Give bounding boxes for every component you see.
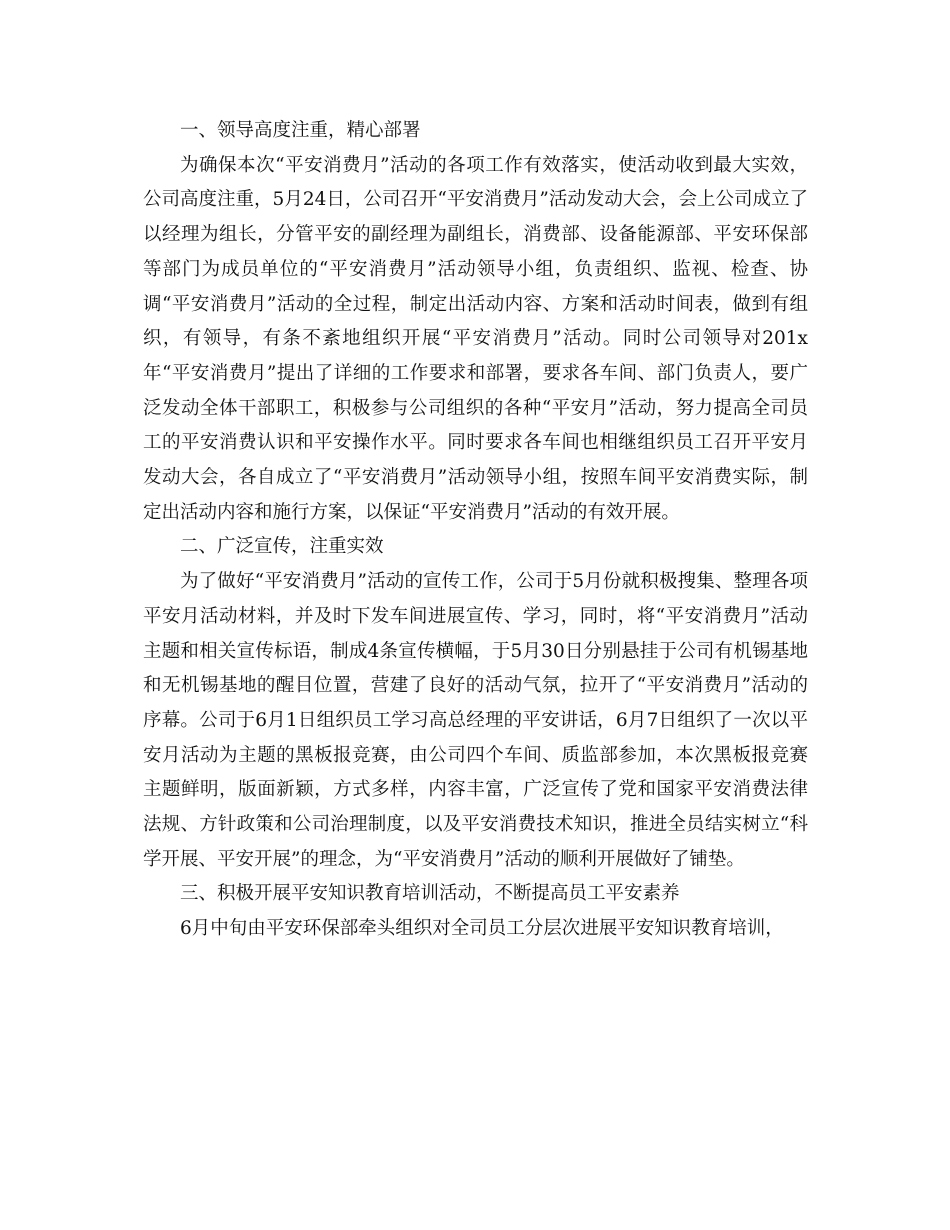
section-heading-1: 一、领导高度注重，精心部署 bbox=[180, 120, 421, 141]
section-heading-3: 三、积极开展平安知识教育培训活动，不断提高员工平安素养 bbox=[180, 883, 680, 905]
document-body bbox=[143, 114, 808, 947]
section-paragraph-1: 为确保本次“平安消费月”活动的各项工作有效落实，使活动收到最大实效，公司高度注重，5月24日，公司召开“平安消费月”活动发动大会，会上公司成立了以经理为组长，分管平安的副经理为副组长，消费部、设备能源部、平安环保部等部门为成员单位的“平安消费月”活动领导小组，负责组织、监视、检查、协调“平安消费月”活动的全过程，制定出活动内容、方案和活动时间表，做到有组织，有领导，有条不紊地组织开展“平安消费月”活动。同时公司领导对201x年“平安消费月”提出了详细的工作要求和部署，要求各车间、部门负责人，要广泛发动全体干部职工，积极参与公司组织的各种“平安月”活动，努力提高全司员工的平安消费认识和平安操作水平。同时要求各车间也相继组织员工召开平安月发动大会，各自成立了“平安消费月”活动领导小组，按照车间平安消费实际，制定出活动内容和施行方案，以保证“平安消费月”活动的有效开展。 bbox=[143, 154, 808, 523]
section-heading-2: 二、广泛宣传，注重实效 bbox=[180, 536, 384, 558]
section-paragraph-2: 为了做好“平安消费月”活动的宣传工作，公司于5月份就积极搜集、整理各项平安月活动材料，并及时下发车间进展宣传、学习，同时，将“平安消费月”活动主题和相关宣传标语，制成4条宣传横幅，于5月30日分别悬挂于公司有机锡基地和无机锡基地的醒目位置，营建了良好的活动气氛，拉开了“平安消费月”活动的序幕。公司于6月1日组织员工学习高总经理的平安讲话，6月7日组织了一次以平安月活动为主题的黑板报竞赛，由公司四个车间、质监部参加，本次黑板报竞赛主题鲜明，版面新颖，方式多样，内容丰富，广泛宣传了党和国家平安消费法律法规、方针政策和公司治理制度，以及平安消费技术知识，推进全员结实树立“科学开展、平安开展”的理念，为“平安消费月”活动的顺利开展做好了铺垫。 bbox=[143, 571, 808, 870]
section-paragraph-3: 6月中旬由平安环保部牵头组织对全司员工分层次进展平安知识教育培训， bbox=[180, 918, 784, 940]
